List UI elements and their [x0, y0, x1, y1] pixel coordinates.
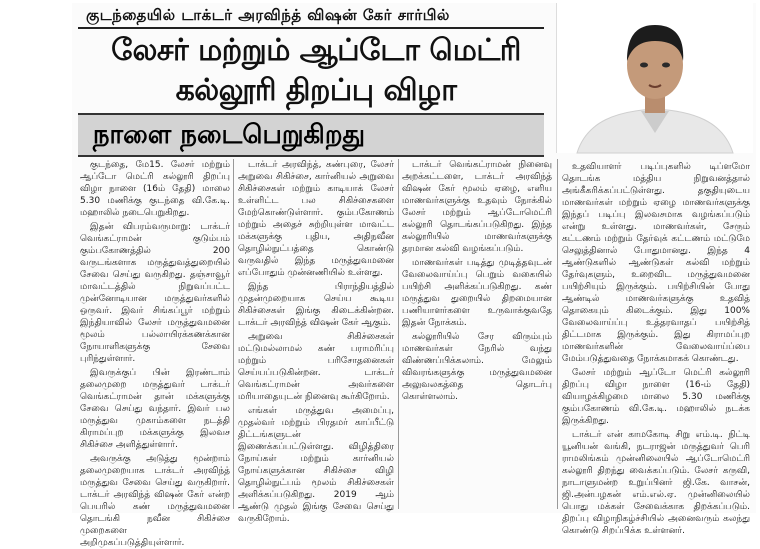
headline-line-2: கல்லூரி திறப்பு விழா: [175, 73, 457, 108]
paragraph: டாக்டர் அரவிந்த், கண்புரை, லேசர் அறுவை சிகிச்சை, கார்னியல் அறுவை சிகிச்சைகள் மற்றும் காடியாக் லேசர் உள்ளிட்ட பல சிகிச்சைகளை மேற்கொண்டுள்ளார். கும்பகோணம் மற்றும் அதைச் சுற்றியுள்ள மாவட்ட மக்களுக்கு புதிய, அதிநவீன தொழில்நுட்பத்தை கொண்டு வருவதில் இந்த மருத்துவமனை எப்போதும் முன்னணியில் உள்ளது.: [238, 160, 394, 278]
subhead-text: நாளை நடைபெறுகிறது: [92, 120, 366, 150]
portrait-image: [557, 3, 753, 153]
kicker-line: குடந்தையில் டாக்டர் அரவிந்த் விஷன் கேர் சார்பில்: [86, 6, 450, 24]
portrait-photo: [556, 3, 753, 153]
paragraph: குடந்தை, மே15. லேசர் மற்றும் ஆப்டோ மெட்ரி கல்லூரி திறப்பு விழா நாளை (16ம் தேதி) மாலை 5.30 மணிக்கு குடந்தை வி.கே.டி. மஹாலில் நடைபெறுகிறது.: [80, 160, 230, 218]
column-divider: [398, 159, 399, 509]
paragraph: அறுவை சிகிச்சைகள் மட்டுமல்லாமல் கண் பராமரிப்பு மற்றும் பரிசோதனைகள் செய்யப்படுகின்றன. டாக்டர் வெங்கட்ராமன் அவர்களை மரியாதையுடன் நினைவு கூர்கிறோம்.: [238, 332, 394, 402]
divider-rule: [78, 27, 544, 29]
paragraph: இதன் விபரம்வருமாறு: டாக்டர் வெங்கட்ராமன் குடும்பம் கும்பகோணத்தில் 200 வருடங்களாக மருத்துவத்துறையில் சேவை செய்து வருகிறது. தஞ்சாவூர் மாவட்டத்தில் நிறுவப்பட்ட முன்னோடியான மருத்துவர்களில் ஒருவர். இவர் சிங்கப்பூர் மற்றும் இந்தியாவில் லேசர் மருத்துவமனை மூலம் பல்லாயிரக்கணக்கான நோயாளிகளுக்கு சேவை புரிந்துள்ளார்.: [80, 222, 230, 364]
paragraph: லேசர் மற்றும் ஆப்டோ மெட்ரி கல்லூரி திறப்பு விழா நாளை (16-ம் தேதி) வியாழக்கிழமை மாலை 5.30 மணிக்கு கும்பகோணம் வி.கே.டி. மஹாலில் நடக்க இருக்கிறது.: [562, 368, 750, 426]
article-column-1: [80, 159, 230, 548]
column-divider: [557, 159, 558, 509]
paragraph: உதவியாளர் படிப்புகளில் டிப்ளமோ தொடங்க மத்திய நிறுவனத்தால் அங்கீகரிக்கப்பட்டுள்ளது. தகுதியுடைய மாணவர்கள் மற்றும் ஏழை மாணவர்களுக்கு இந்தப் படிப்பு இலவசமாக வழங்கப்படும் என்று உள்ளது. மாணவர்கள், சேரும் கட்டணம் மற்றும் தேர்வுக் கட்டணம் மட்டுமே செலுத்தினால் போதுமானது. இந்த 4 ஆண்டுகளில் ஆண்டுகள் கல்வி மற்றும் தேர்வுகளும், உறைவிட மருத்துவமனை பயிற்சியும் இருக்கும். பயிற்சியின் போது ஆண்டில் மாணவர்களுக்கு உதவித் தொகையும் கிடைக்கும். இது 100% வேலைவாய்ப்பு உத்தரவாதப் பயிற்சித் திட்டமாக இருக்கும். இது கிராமப்புற மாணவர்களின் வேலைவாய்ப்பை மேம்படுத்துவதை நோக்கமாகக் கொண்டது.: [562, 162, 750, 364]
paragraph: இவருக்குப் பின் இரண்டாம் தலைமுறை மருத்துவர் டாக்டர் வெங்கட்ராமன் தான் மக்களுக்கு சேவை செய்து வந்தார். இவர் பல மருத்துவ முகாம்களை நடத்தி கிராமப்புற மக்களுக்கு இலவச சிகிச்சை அளித்துள்ளார்.: [80, 368, 230, 450]
paragraph: அவருக்கு அடுத்து மூன்றாம் தலைமுறையாக டாக்டர் அரவிந்த் மருத்துவ சேவை செய்து வருகிறார். டாக்டர் அரவிந்த் விஷன் கேர் என்ற பெயரில் கண் மருத்துவமனை தொடங்கி நவீன சிகிச்சை முறைகளை அறிமுகப்படுத்தியுள்ளார்.: [80, 454, 230, 548]
newspaper-clipping: [72, 3, 756, 548]
article-column-2: [238, 159, 394, 524]
article-column-4: [562, 161, 750, 536]
paragraph: டாக்டர் வெங்கட்ராமன் நினைவு அறக்கட்டளை, டாக்டர் அரவிந்த் விஷன் கேர் மூலம் ஏழை, எளிய மாணவர்களுக்கு உதவும் நோக்கில் லேசர் மற்றும் ஆப்டோமெட்ரி கல்லூரி தொடங்கப்படுகிறது. இந்த கல்லூரியில் மாணவர்களுக்கு தரமான கல்வி வழங்கப்படும்.: [402, 160, 552, 254]
paragraph: கல்லூரியில் சேர விரும்பும் மாணவர்கள் நேரில் வந்து விண்ணப்பிக்கலாம். மேலும் விவரங்களுக்கு மருத்துவமனை அலுவலகத்தை தொடர்பு கொள்ளலாம்.: [402, 332, 552, 402]
paragraph: மாணவர்கள் படித்து முடித்தவுடன் வேலைவாய்ப்பு பெறும் வகையில் பயிற்சி அளிக்கப்படுகிறது. கண் மருத்துவ துறையில் திறமையான பணியாளர்களை உருவாக்குவதே இதன் நோக்கம்.: [402, 258, 552, 328]
column-divider: [233, 159, 234, 509]
paragraph: எங்கள் மருத்துவ அமைப்பு, முதல்வர் மற்றும் பிரதமர் காப்பீட்டு திட்டங்களுடன் இணைக்கப்பட்டுள்ளது. விழித்திரை நோய்கள் மற்றும் கார்னியல் நோய்களுக்கான சிகிச்சை விழி தொழில்நுட்பம் மூலம் சிகிச்சைகள் அளிக்கப்படுகிறது. 2019 ஆம் ஆண்டு முதல் இங்கு சேவை செய்து வருகிறோம்.: [238, 406, 394, 524]
article-column-3: [402, 159, 552, 511]
paragraph: இந்த பிராந்தியத்தில் முதன்முறையாக செய்ய கூடிய சிகிச்சைகள் இங்கு கிடைக்கின்றன. டாக்டர் அரவிந்த் விஷன் கேர் ஆகும்.: [238, 282, 394, 328]
headline-line-1: லேசர் மற்றும் ஆப்டோ மெட்ரி: [111, 33, 521, 68]
subhead-banner: [78, 113, 544, 157]
paragraph: டாக்டர் என் காமகோடி சிறு எம்.டி. நிட்டி யூனியன் வங்கி, நடராஜன் மருத்துவர் பெரி ராமலிங்கம் முன்னிலையில் ஆப்டோமெட்ரி கல்லூரி திறந்து வைக்கப்படும். லேசர் கருவி, நாடாளுமன்ற உறுப்பினர் ஜி.கே. வாசன், ஜி.அன்பழகன் எம்.எல்.ஏ. முன்னிலையில் பொது மக்கள் சேவைக்காக திறக்கப்படும். திறப்பு விழாநிகழ்ச்சியில் அனைவரும் கலந்து கொண்டு சிறப்பிக்க உள்ளனர்.: [562, 430, 750, 536]
